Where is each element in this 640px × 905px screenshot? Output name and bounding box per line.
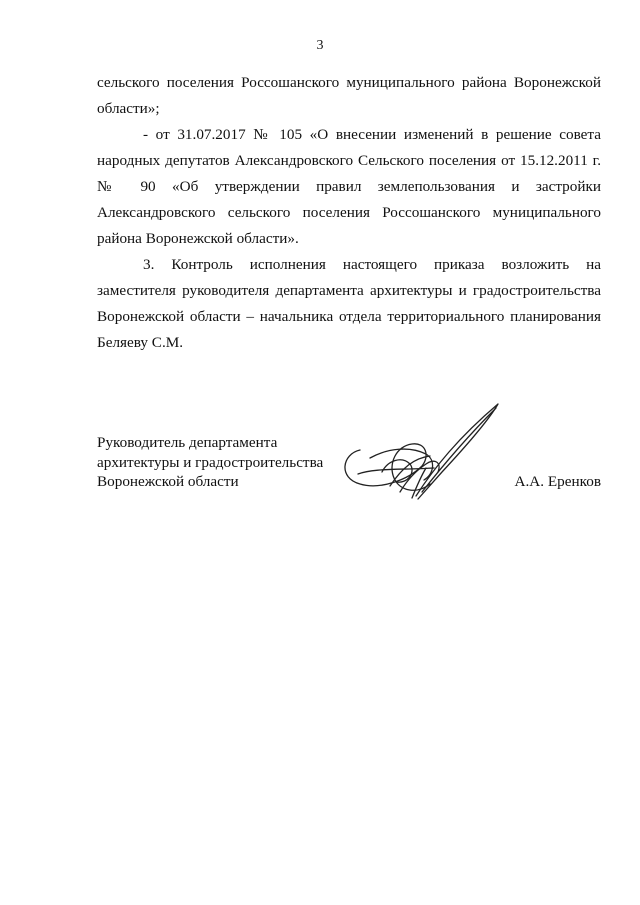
page-number: 3	[316, 38, 324, 53]
signatory-position-line: Руководитель департамента	[97, 434, 278, 451]
signatory-position	[97, 433, 357, 492]
signatory-position-line: архитектуры и градостроительства	[97, 453, 324, 471]
paragraph-item-3: 3. Контроль исполнения настоящего приказа возложить на заместителя руководителя департамента архитектуры и градостроительства Воронежской области – начальника отдела территориального планирования Беляеву С.М.	[97, 256, 601, 351]
signatory-position-line: Воронежской области	[97, 473, 239, 490]
paragraph-amendment: - от 31.07.2017 № 105 «О внесении изменений в решение совета народных депутатов Александровского Сельского поселения от 15.12.2011 г. № 90 «Об утверждении правил землепользования и застройки Александровского сельского поселения Россошанского муниципального района Воронежской области».	[97, 126, 601, 247]
signatory-name: А.А. Еренков	[514, 473, 601, 490]
handwritten-signature	[330, 398, 510, 513]
document-body	[97, 70, 601, 356]
paragraph-continuation: сельского поселения Россошанского муниципального района Воронежской области»;	[97, 74, 601, 117]
